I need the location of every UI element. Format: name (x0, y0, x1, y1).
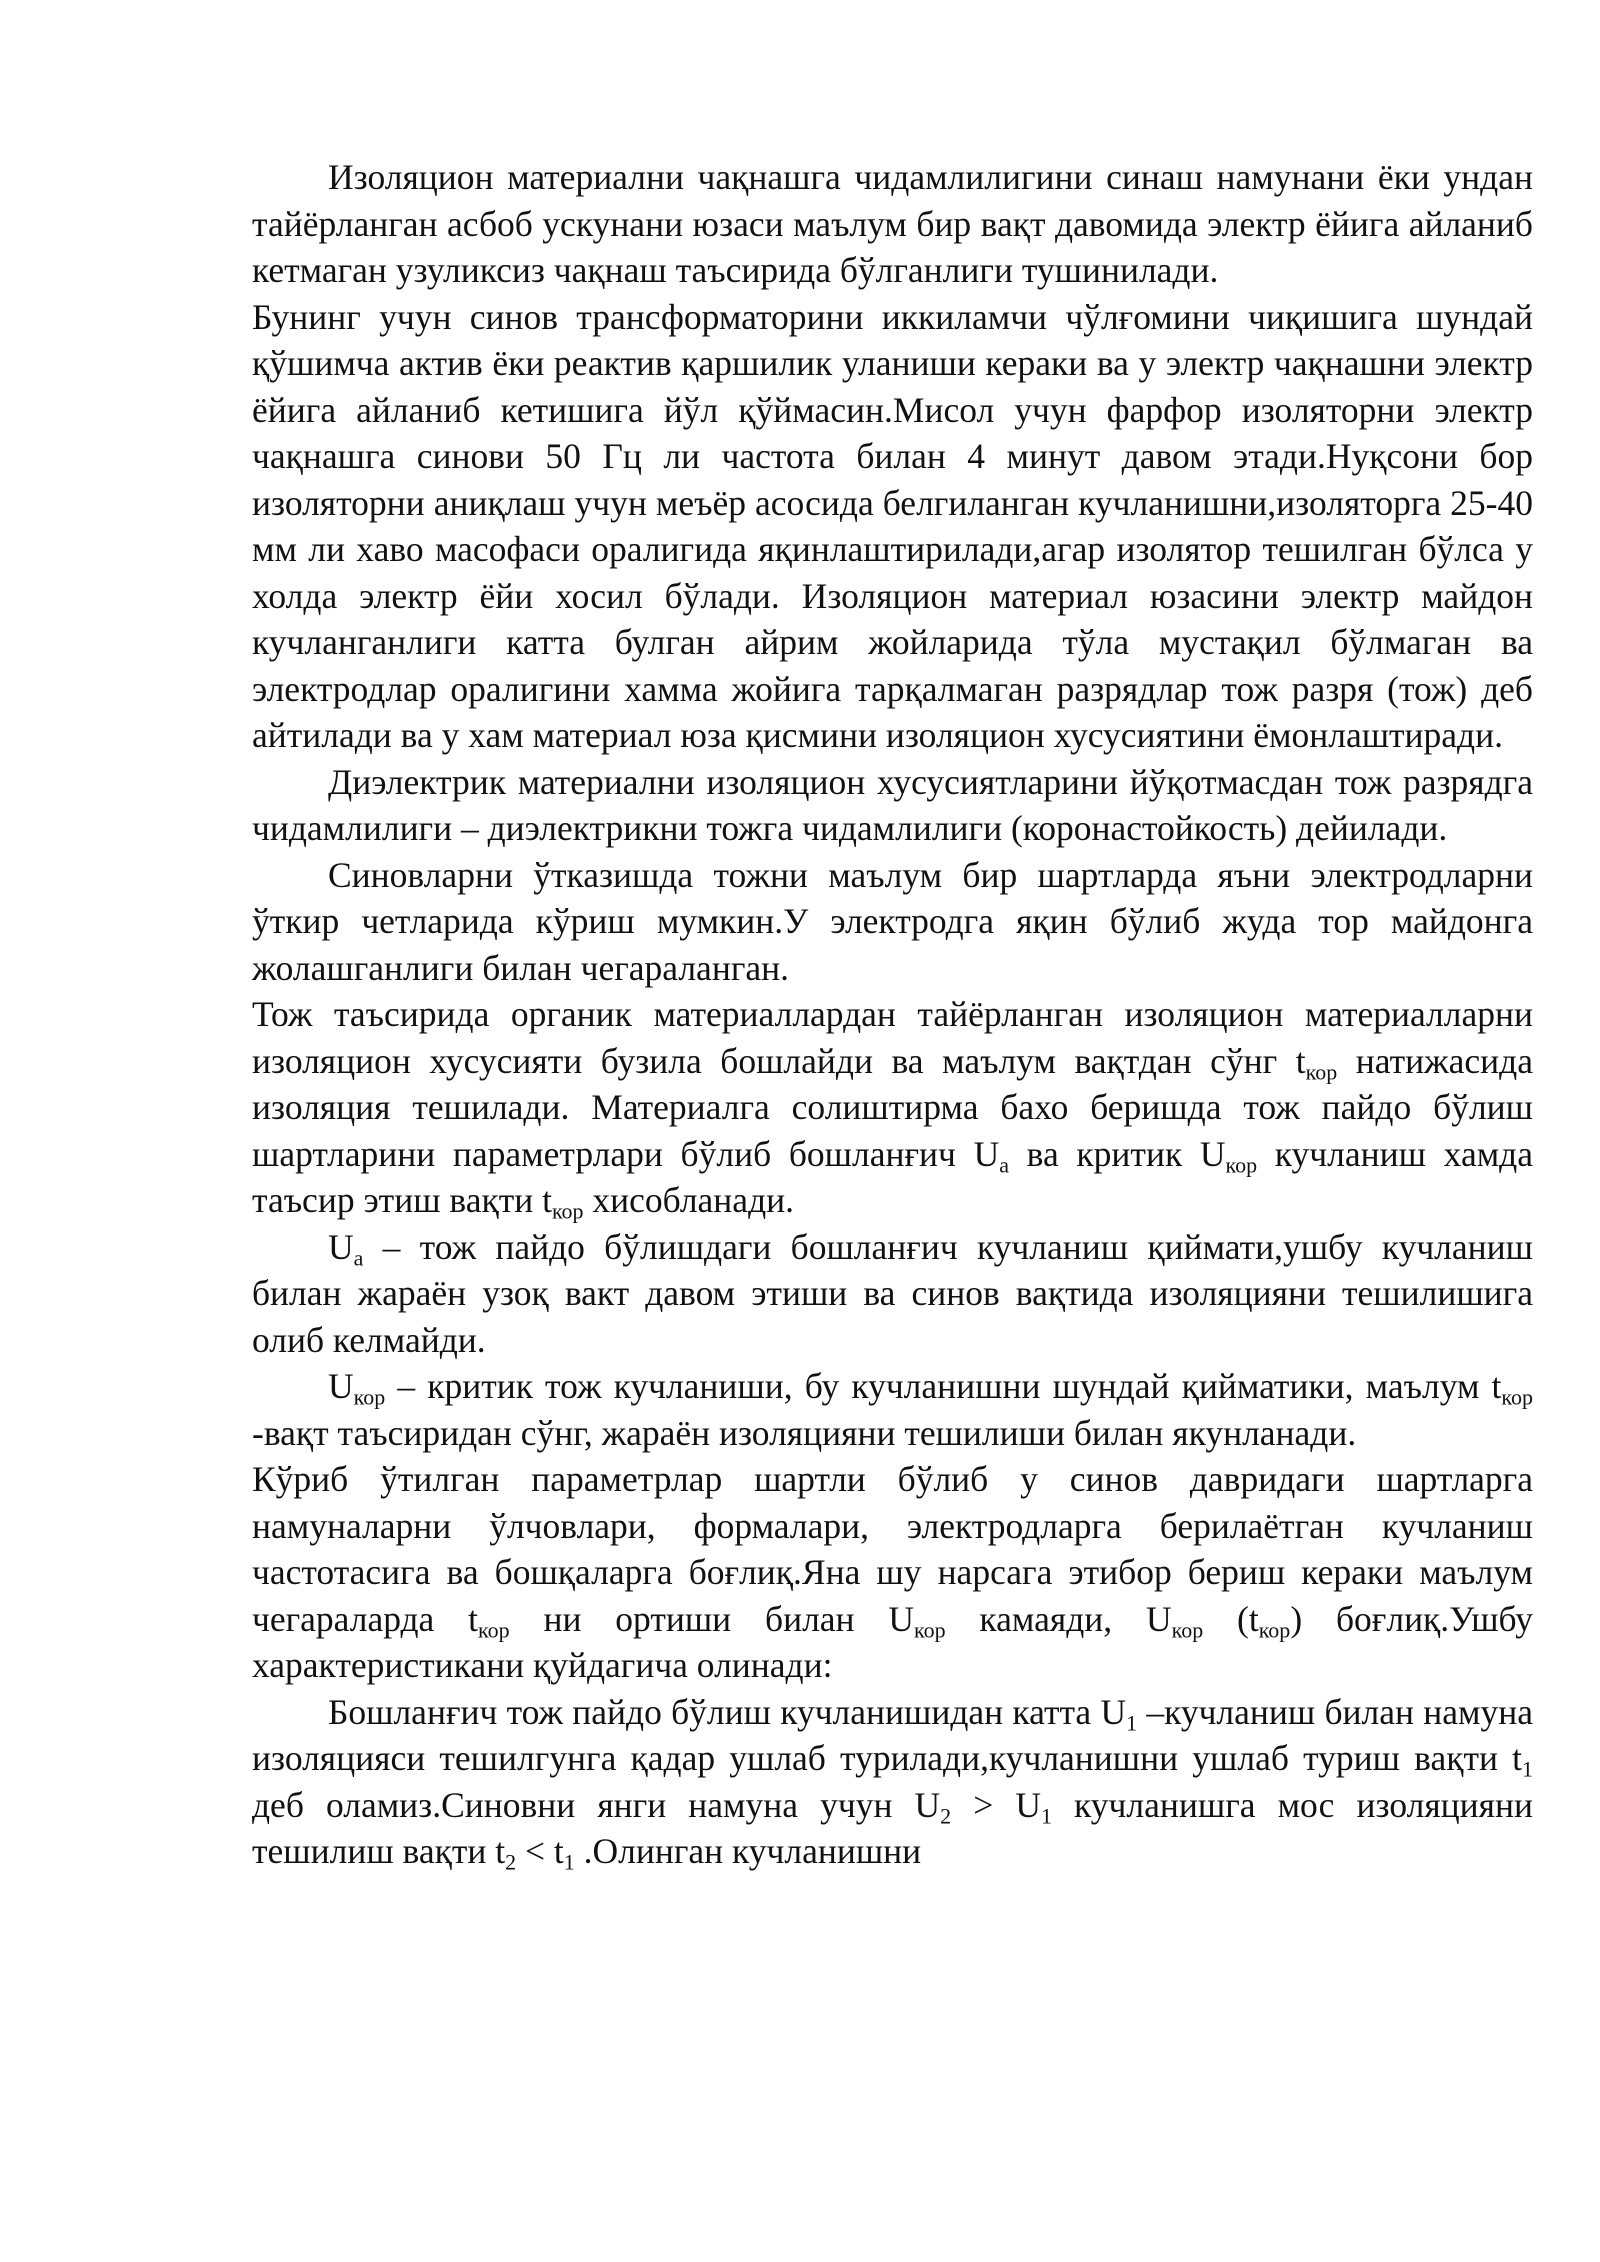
text-run: натижасида изоляция тешилади. Материалга солиштирма бахо беришда тож пайдо бўлиш шартларини параметрлари бўлиб бошланғич U (252, 1040, 1533, 1174)
text-run: ) боғлиқ.Ушбу характеристикани қуйдагича олинади: (252, 1598, 1533, 1685)
text-run: – критик тож кучланиши, бу кучланишни шундай қийматики, маълум t (385, 1366, 1502, 1406)
text-run: – тож пайдо бўлишдаги бошланғич кучланиш қиймати,ушбу кучланиш билан жараён узоқ вакт давом этиши ва синов вақтида изоляцияни тешилишига олиб келмайди. (252, 1226, 1533, 1360)
text-run: (t (1203, 1598, 1259, 1639)
text-run: кучланиш хамда таъсир этиш вақти t (252, 1133, 1533, 1220)
text-run: .Олинган кучланишни (574, 1831, 922, 1871)
paragraph (252, 1363, 1533, 1456)
subscript-text: 2 (940, 1803, 952, 1829)
document-body (252, 154, 1533, 1875)
text-run: ва критик U (1008, 1133, 1226, 1174)
subscript-text: 2 (505, 1849, 517, 1875)
paragraph (252, 294, 1533, 759)
subscript-text: 1 (1126, 1710, 1138, 1736)
subscript-text: кор (1171, 1617, 1204, 1643)
text-run: < t (516, 1831, 564, 1871)
text-run: Бошланғич тож пайдо бўлиш кучланишидан катта U (328, 1691, 1127, 1732)
text-run: деб оламиз.Синовни янги намуна учун U (252, 1784, 941, 1825)
text-run: U (328, 1226, 354, 1267)
text-run: кучланишга мос изоляцияни тешилиш вақти t (252, 1784, 1533, 1871)
subscript-text: 1 (563, 1849, 575, 1875)
paragraph (252, 852, 1533, 992)
text-run: Диэлектрик материални изоляцион хусусиятларини йўқотмасдан тож разрядга чидамлилиги – диэлектрикни тожга чидамлилиги (коронастойкость) дейилади. (252, 761, 1533, 848)
text-run: ни ортиши билан U (509, 1598, 915, 1639)
text-run: U (328, 1366, 354, 1406)
subscript-text: а (353, 1245, 364, 1271)
subscript-text: 1 (1040, 1803, 1052, 1829)
subscript-text: 1 (1522, 1756, 1533, 1782)
subscript-text: кор (914, 1617, 946, 1643)
paragraph (252, 1689, 1533, 1875)
text-run: Синовларни ўтказишда тожни маълум бир шартларда яъни электродларни ўткир четларида кўриш мумкин.У электродга яқин бўлиб жуда тор майдонга жолашганлиги билан чегараланган. (252, 854, 1533, 988)
text-run: хисобланади. (583, 1180, 795, 1220)
paragraph (252, 991, 1533, 1224)
paragraph (252, 1456, 1533, 1689)
subscript-text: кор (1258, 1617, 1291, 1643)
subscript-text: кор (1501, 1384, 1533, 1410)
subscript-text: кор (1305, 1059, 1338, 1085)
text-run: Бунинг учун синов трансформаторини иккиламчи чўлғомини чиқишига шундай қўшимча актив ёки реактив қаршилик уланиши кераки ва у электр чақнашни электр ёйига айланиб кетишига йўл қўймасин.Мисол учун фарфор изоляторни электр чақнашга синови 50 Гц ли частота билан 4 минут давом этади.Нуқсони бор изоляторни аниқлаш учун меъёр асосида белгиланган кучланишни,изоляторга 25-40 мм ли хаво масофаси оралигида яқинлаштирилади,агар изолятор тешилган бўлса у холда электр ёйи хосил бўлади. Изоляцион материал юзасини электр майдон кучланганлиги катта булган айрим жойларида тўла мустақил бўлмаган ва электродлар оралигини хамма жойига тарқалмаган разрядлар тож разря (тож) деб айтилади ва у хам материал юза қисмини изоляцион хусусиятини ёмонлаштиради. (252, 296, 1533, 755)
text-run: > U (951, 1784, 1041, 1825)
text-run: Изоляцион материални чақнашга чидамлилигини синаш намунани ёки ундан тайёрланган асбоб ускунани юзаси маълум бир вақт давомида электр ёйига айланиб кетмаган узуликсиз чақнаш таъсирида бўлганлиги тушинилади. (252, 157, 1533, 290)
text-run: –кучланиш билан намуна изоляцияси тешилгунга қадар ушлаб турилади,кучланишни ушлаб туриш вақти t (252, 1691, 1533, 1778)
paragraph (252, 1224, 1533, 1364)
text-run: -вақт таъсиридан сўнг, жараён изоляцияни тешилиши билан якунланади. (252, 1412, 1357, 1453)
text-run: камаяди, U (945, 1598, 1172, 1639)
subscript-text: кор (551, 1198, 584, 1224)
text-run: Кўриб ўтилган параметрлар шартли бўлиб у синов давридаги шартларга намуналарни ўлчовлари, формалари, электродларга берилаётган кучланиш частотасига ва бошқаларга боғлиқ.Яна шу нарсага этибор бериш кераки маълум чегараларда t (252, 1459, 1533, 1639)
text-run: Тож таъсирида органик материаллардан тайёрланган изоляцион материалларни изоляцион хусусияти бузила бошлайди ва маълум вақтдан сўнг t (252, 994, 1533, 1081)
subscript-text: кор (353, 1384, 386, 1410)
subscript-text: кор (478, 1617, 510, 1643)
paragraph (252, 154, 1533, 294)
subscript-text: а (999, 1152, 1009, 1178)
subscript-text: кор (1225, 1152, 1258, 1178)
paragraph (252, 759, 1533, 852)
